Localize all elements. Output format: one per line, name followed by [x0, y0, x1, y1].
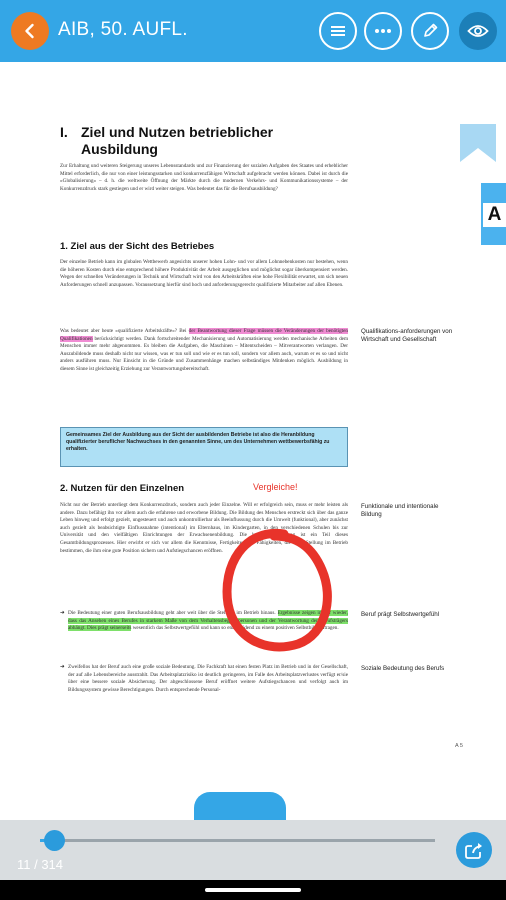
document-page[interactable]: [0, 62, 506, 820]
margin-note-social: Soziale Bedeutung des Berufs: [361, 665, 445, 672]
bullet-arrow-2: ➜: [60, 664, 65, 670]
margin-note-self-esteem: Beruf prägt Selbstwertgefühl: [361, 611, 440, 618]
section-1-paragraph-1: Der einzelne Betrieb kann im globalen Wettbewerb angesichts unserer hohen Lohn- und vor allem Lohnnebenkosten nur bestehen, wenn die höheren Kosten durch eine entsprechend höhere Produktivität der Arbeit ausgeglichen und möglichst sogar überkompensiert werden. Wegen der schnellen Veränderungen in Technik und Wirtschaft wird von den Arbeitskräften eine hohe Flexibilität erwartet, um sich neuen Anforderungen schnell anzupassen. Voraussetzung hierfür sind hoch und anforderungsgerecht qualifizierte Mitarbeiter auf allen Ebenen.: [60, 259, 348, 288]
margin-note-qualifications: Qualifikations-anforderungen von Wirtschaft und Gesellschaft: [361, 328, 453, 344]
back-arrow-icon: [22, 23, 38, 39]
section-2-paragraph-1: Nicht nur der Betrieb unterliegt dem Konkurrenzdruck, sondern auch jeder Einzelne. Will er erfolgreich sein, muss er mehr leisten als andere. Dazu befähigt ihn vor allem auch die erfahrene und erworbene Bildung. Die Bildung des Menschen erstreckt sich über das ganze Leben hinweg und erfolgt gezielt, ungesteuert und auch unkontrollierbar als Beeinflussung durch die Umwelt (funktional), aber zunächst auch gezielt als beabsichtigte Einflussnahme (intentional) im Elternhaus, im Kindergarten, in den verschiedenen Schulen bis zur Universität und den vielfältigen Einrichtungen der Erwachsenenbildung. Die berufliche Bildung ist ein Teil dieses Gesamtbildungsprozesses. Hier erwirbt er sich vor allem die Kenntnisse, Fertigkeiten und Fähigkeiten, die seine Stellung im Betrieb bestimmen, die ihm eine gute Position sichern und Aufstiegschancen eröffnen.: [60, 502, 348, 554]
share-button[interactable]: [456, 832, 492, 868]
more-icon: [374, 28, 392, 34]
bullet-arrow-1: ➜: [60, 610, 65, 616]
key-takeaway-box: Gemeinsames Ziel der Ausbildung aus der Sicht der ausbildenden Betriebe ist also die Heranbildung qualifizierter beruflicher Nachwuchses in den genannten Sinne, um des Unternehmen wettbewerbsfähig zu erhalten.: [60, 427, 348, 467]
top-app-bar: [0, 0, 506, 62]
pull-up-handle[interactable]: [194, 792, 286, 822]
bottom-bar: [0, 820, 506, 880]
share-icon: [464, 841, 484, 859]
eye-icon: [467, 24, 489, 38]
handwritten-annotation[interactable]: Vergleiche!: [253, 482, 298, 492]
page-number: A 5: [455, 743, 463, 749]
side-tab[interactable]: [481, 183, 506, 245]
pencil-icon: [421, 22, 439, 40]
list-icon: [329, 23, 347, 39]
page-slider-thumb[interactable]: [44, 830, 65, 851]
pink-highlight[interactable]: der Beantwortung dieser Frage müssen die Veränderungen der benötigten Qualifikationen: [60, 328, 349, 342]
system-navigation-bar: [0, 880, 506, 900]
section-2-bullet-2: Zweifellos hat der Beruf auch eine große soziale Bedeutung. Die Fachkraft hat einen festen Platz im Betrieb und in der Gesellschaft, der auf alle Lebensbereiche ausstrahlt. Das Arbeitsplatzrisiko ist deutlich geringeren, im Falle des Arbeitsplatzverlustes verfügt er/sie über eine bessere soziale Absicherung. Der abgeschlossene Beruf eröffnet weitere Aufstiegschancen und verfolgt auch im Bildungssystem gewisse Berechtigungen. Durch entsprechende Personal-: [68, 664, 348, 693]
margin-note-education: Funktionale und intentionale Bildung: [361, 503, 439, 519]
red-circle-annotation[interactable]: [214, 526, 338, 658]
green-highlight[interactable]: Ergebnisse zeigen immer wieder, dass das Ansehen eines Berufes in starkem Maße von dem Verhaltensbegriffspersonen und der Verantwortung der Berufsträgers abhängt. Dies prägt seinerseits: [68, 610, 348, 632]
page-slider-track[interactable]: [40, 839, 435, 842]
document-title: AIB, 50. AUFL.: [58, 19, 188, 40]
section-1-title: 1. Ziel aus der Sicht des Betriebes: [60, 241, 215, 252]
annotate-button[interactable]: [411, 12, 449, 50]
section-2-bullet-1: Die Bedeutung einer guten Berufsausbildung geht aber weit über die Stellung im Betrieb hinaus. Ergebnisse zeigen immer wieder, dass das Ansehen eines Berufes in starkem Maße von dem Verhaltensbegriffspersonen und der Verantwortung der Berufsträgers abhängt. Dies prägt seinerseits wesentlich das Selbstwertgefühl und kann so entscheidend zu einem positiven Selbstbild beitragen.: [68, 610, 348, 632]
page-indicator: 11 / 314: [17, 857, 64, 872]
back-button[interactable]: [11, 12, 49, 50]
section-2-title: 2. Nutzen für den Einzelnen: [60, 483, 185, 494]
side-tab-letter: A: [483, 203, 506, 227]
home-gesture-handle[interactable]: [205, 888, 301, 892]
chapter-title: Ziel und Nutzen betrieblicher Ausbildung: [81, 124, 274, 157]
table-of-contents-button[interactable]: [319, 12, 357, 50]
section-1-paragraph-2: Was bedeutet aber heute »qualifizierte Arbeitskräfte«? Bei der Beantwortung dieser Frage müssen die Veränderungen der benötigten Qualifikationen berücksichtigt werden. Dank fortschreitender Mechanisierung und Automatisierung werden mechanische Arbeiten dem Menschen immer mehr abgenommen. Es bleiben die Aufgaben, die Maschinen – Mitentscheiden – Mitverantworten verlangen. Der Auszubildende muss deshalb nicht nur wissen, was er tun soll und wie er es tun soll, sondern vor allem auch, warum er es so und nicht anders ausführen muss. Nur Einsicht in die Gründe und Zusammenhänge machen selbständiges Mitdenken möglich. Ausbildung in diesem Sinne ist gleichzeitig Erziehung zur Verantwortungsbereitschaft.: [60, 328, 349, 372]
bookmark-icon[interactable]: [460, 124, 496, 162]
chapter-number: I.: [60, 124, 68, 140]
intro-paragraph: Zur Erhaltung und weiteren Steigerung unseres Lebensstandards und zur Finanzierung der sozialen Aufgaben des Staates und erheblicher Mittel erforderlich, die nur von einer leistungsstarken und konkurrenzfähigen Wirtschaft aufgebracht werden können. Dabei ist durch die »Globalisierung« – d. h. die weltweite Öffnung der Märkte durch die modernen Verkehrs- und Kommunikationssysteme – der Konkurrenzdruck stark gestiegen und er wird weiter steigen. Was bedeutet das für die Berufsausbildung?: [60, 163, 348, 192]
more-options-button[interactable]: [364, 12, 402, 50]
view-mode-button[interactable]: [459, 12, 497, 50]
